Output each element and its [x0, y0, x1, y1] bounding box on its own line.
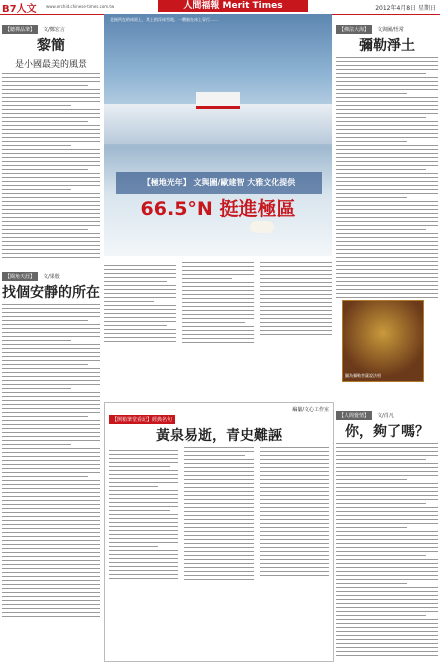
author: 文與圖/悟常 — [377, 27, 404, 33]
feature-body — [104, 260, 332, 400]
body-text — [336, 443, 438, 656]
article-title: 彌勒淨土 — [359, 38, 415, 54]
photo-caption: 北極所在的冰原上，其上的浮冰雪地，一艘船在冰上穿行…… — [110, 17, 218, 22]
author: 文/果殷 — [43, 274, 60, 280]
ice-floe — [104, 104, 332, 144]
article-subtitle: 是小國最美的風景 — [14, 60, 87, 70]
masthead — [0, 0, 440, 15]
section-tag: 【閱角天涯】 — [2, 272, 38, 281]
article-center — [104, 402, 334, 662]
hero-photo — [104, 14, 332, 256]
icebreaker-ship — [196, 92, 240, 109]
author: 文/鄭宏言 — [43, 27, 65, 33]
buddha-statue-photo — [342, 300, 424, 382]
body-text — [336, 57, 438, 301]
article-title: 黎簡 — [37, 38, 65, 54]
section-tag: 【聽禪品筆】 — [2, 25, 38, 34]
article-title: 你，夠了嗎？ — [345, 424, 429, 440]
feature-headline: 66.5°N 挺進極區 — [140, 198, 296, 220]
polar-bear — [250, 221, 274, 233]
page-number: B7人文 — [2, 4, 37, 15]
article-right-2 — [336, 402, 438, 660]
article-title: 找個安靜的所在 — [2, 285, 100, 301]
issue-date: 2012年4月8日 星期日 — [375, 5, 436, 12]
newspaper-logo: 人間福報 Merit Times — [158, 0, 308, 12]
section-tag: 【人間覺情】 — [336, 411, 372, 420]
body-text — [2, 304, 100, 617]
photo-caption: 圖為彌勒菩薩說法相 — [345, 373, 381, 378]
site-url: www.erchid.chinese-times.com.tw — [46, 4, 115, 9]
author: 編纂/文心工作室 — [292, 407, 329, 413]
body-text — [2, 73, 100, 261]
section-tag: 【佛法大海】 — [336, 25, 372, 34]
article-right-1 — [336, 16, 438, 301]
feature-banner: 【極地光年】 文與圖/歐建智 大雅文化提供 — [116, 172, 322, 194]
article-title: 黃泉易逝，青史難誣 — [156, 428, 282, 444]
article-left-2 — [2, 263, 100, 661]
section-tag: 【開箱筆堂看記】經典名句 — [109, 415, 175, 424]
article-left-1 — [2, 16, 100, 261]
author: 文/肖凡 — [377, 413, 394, 419]
